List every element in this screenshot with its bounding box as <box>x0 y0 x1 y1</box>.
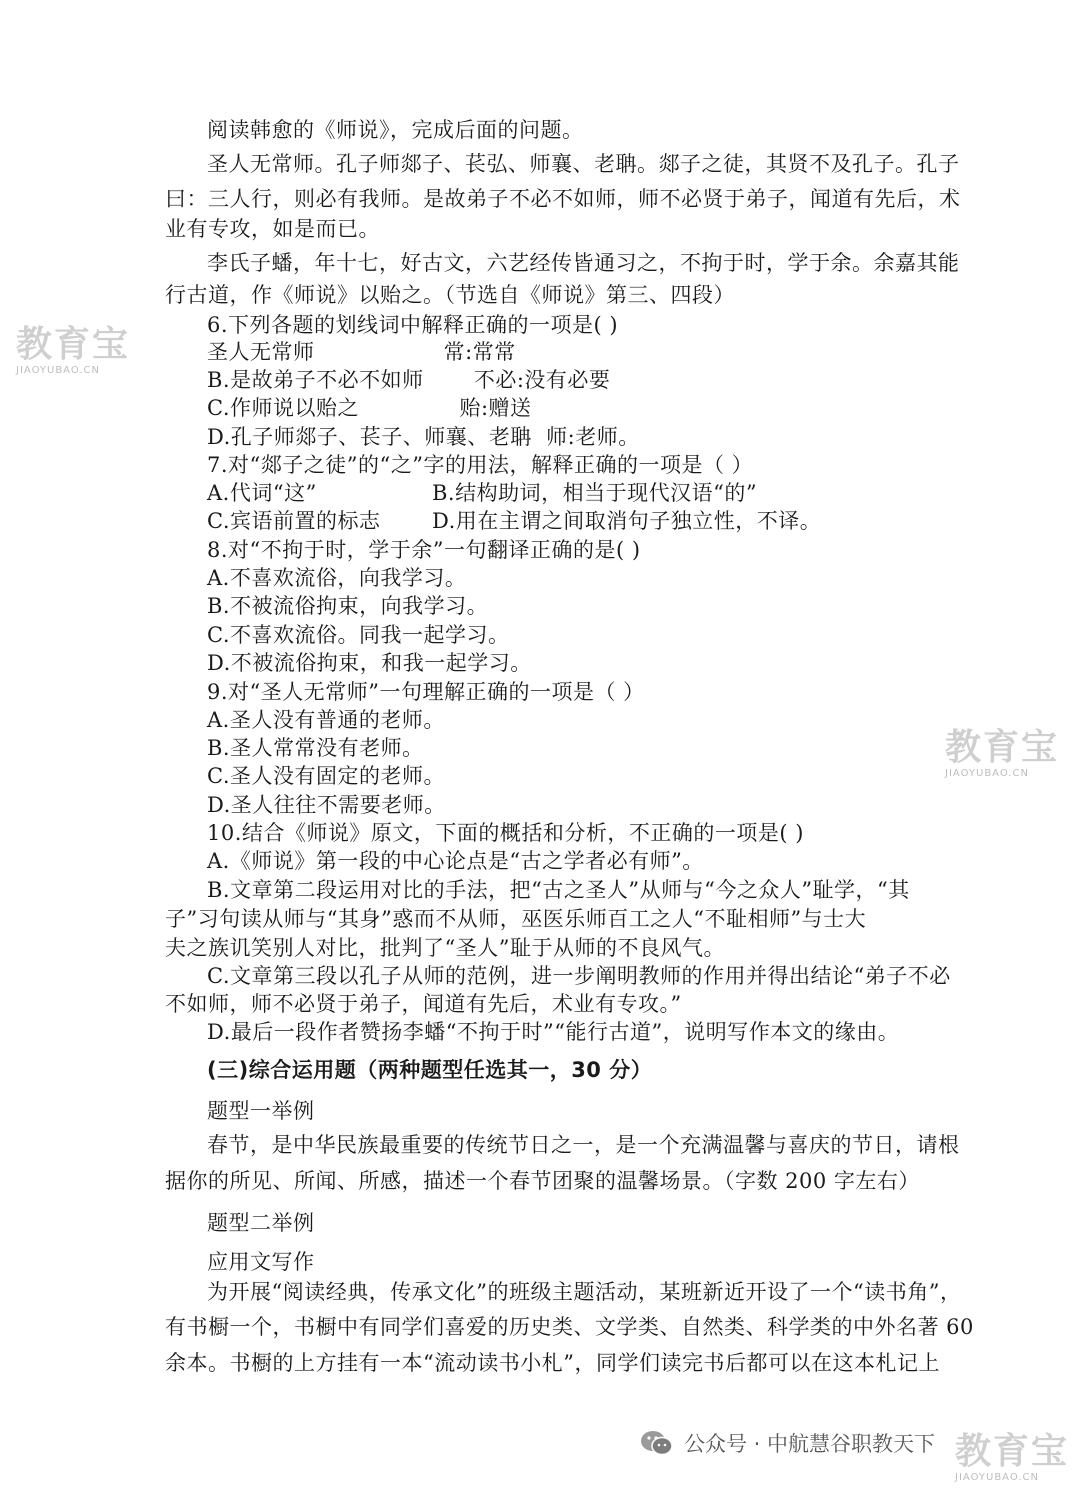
q10-option-c-cont: 不如师，师不必贤于弟子，闻道有先后，术业有专攻。” <box>165 992 682 1016</box>
q8-option-a: A.不喜欢流俗，向我学习。 <box>207 566 467 590</box>
q10-option-b-cont: 子”习句读从师与“其身”惑而不从师，巫医乐师百工之人“不耻相师”与士大 <box>165 907 867 931</box>
q9-option-a: A.圣人没有普通的老师。 <box>207 708 445 732</box>
type-2-prompt: 为开展“阅读经典，传承文化”的班级主题活动，某班新近开设了一个“读书角”， <box>207 1280 962 1304</box>
footer <box>640 1428 935 1458</box>
question-10: 10.结合《师说》原文，下面的概括和分析，不正确的一项是( ) <box>207 821 804 845</box>
passage-line: 圣人无常师。孔子师郯子、苌弘、师襄、老聃。郯子之徒，其贤不及孔子。孔子 <box>207 152 960 176</box>
type-1-prompt: 春节，是中华民族最重要的传统节日之一，是一个充满温馨与喜庆的节日，请根 <box>207 1133 960 1157</box>
question-8: 8.对“不拘于时，学于余”一句翻译正确的是( ) <box>207 538 641 562</box>
question-7: 7.对“郯子之徒”的“之”字的用法，解释正确的一项是（ ） <box>207 453 754 477</box>
q6-option-d: D.孔子师郯子、苌子、师襄、老聃 师:老师。 <box>207 425 640 449</box>
subheading-type-2: 题型二举例 <box>207 1211 315 1235</box>
q9-option-c: C.圣人没有固定的老师。 <box>207 764 445 788</box>
q8-option-d: D.不被流俗拘束，和我一起学习。 <box>207 651 532 675</box>
passage-line: 业有专攻，如是而已。 <box>165 217 380 241</box>
watermark-right: 教育宝 JIAOYUBAO.CN <box>945 727 1060 779</box>
q8-option-b: B.不被流俗拘束，向我学习。 <box>207 594 489 618</box>
type-2-prompt-cont: 有书橱一个，书橱中有同学们喜爱的历史类、文学类、自然类、科学类的中外名著 60 <box>165 1315 974 1339</box>
q7-option-c: C.宾语前置的标志 <box>207 509 381 533</box>
passage-line: 李氏子蟠，年十七，好古文，六艺经传皆通习之，不拘于时，学于余。余嘉其能 <box>207 251 960 275</box>
q9-option-b: B.圣人常常没有老师。 <box>207 736 424 760</box>
type-2-title: 应用文写作 <box>207 1250 315 1274</box>
watermark-footer: 教育宝 JIAOYUBAO.CN <box>955 1431 1070 1483</box>
q7-option-a: A.代词“这” <box>207 481 317 505</box>
q8-option-c: C.不喜欢流俗。同我一起学习。 <box>207 623 510 647</box>
q10-option-b: B.文章第二段运用对比的手法，把“古之圣人”从师与“今之众人”耻学，“其 <box>207 878 910 902</box>
question-6: 6.下列各题的划线词中解释正确的一项是( ) <box>207 313 619 337</box>
q10-option-b-cont: 夫之族讥笑别人对比，批判了“圣人”耻于从师的不良风气。 <box>165 936 725 960</box>
q6-option-a: 圣人无常师 常:常常 <box>207 340 516 364</box>
q6-option-b: B.是故弟子不必不如师 不必:没有必要 <box>207 368 611 392</box>
section-heading: (三)综合运用题（两种题型任选其一，30 分） <box>207 1058 653 1082</box>
question-9: 9.对“圣人无常师”一句理解正确的一项是（ ） <box>207 680 645 704</box>
q10-option-a: A.《师说》第一段的中心论点是“古之学者必有师”。 <box>207 849 704 873</box>
q10-option-d: D.最后一段作者赞扬李蟠“不拘于时”“能行古道”，说明写作本文的缘由。 <box>207 1020 900 1044</box>
q10-option-c: C.文章第三段以孔子从师的范例，进一步阐明教师的作用并得出结论“弟子不必 <box>207 964 951 988</box>
q7-option-b: B.结构助词，相当于现代汉语“的” <box>432 481 758 505</box>
passage-line: 曰：三人行，则必有我师。是故弟子不必不如师，师不必贤于弟子，闻道有先后，术 <box>165 187 961 211</box>
subheading-type-1: 题型一举例 <box>207 1099 315 1123</box>
intro-line: 阅读韩愈的《师说》，完成后面的问题。 <box>207 118 584 142</box>
watermark-left: 教育宝 JIAOYUBAO.CN <box>16 324 131 376</box>
q9-option-d: D.圣人往往不需要老师。 <box>207 793 446 817</box>
type-1-prompt-cont: 据你的所见、所闻、所感，描述一个春节团聚的温馨场景。（字数 200 字左右） <box>165 1169 920 1193</box>
type-2-prompt-cont: 余本。书橱的上方挂有一本“流动读书小札”，同学们读完书后都可以在这本札记上 <box>165 1351 940 1375</box>
footer-text: 公众号 · 中航慧谷职教天下 <box>684 1432 936 1456</box>
q7-option-d: D.用在主谓之间取消句子独立性，不译。 <box>432 509 822 533</box>
passage-line: 行古道，作《师说》以贻之。（节选自《师说》第三、四段） <box>165 283 735 307</box>
q6-option-c: C.作师说以贻之 贻:赠送 <box>207 396 532 420</box>
wechat-icon <box>640 1429 674 1457</box>
